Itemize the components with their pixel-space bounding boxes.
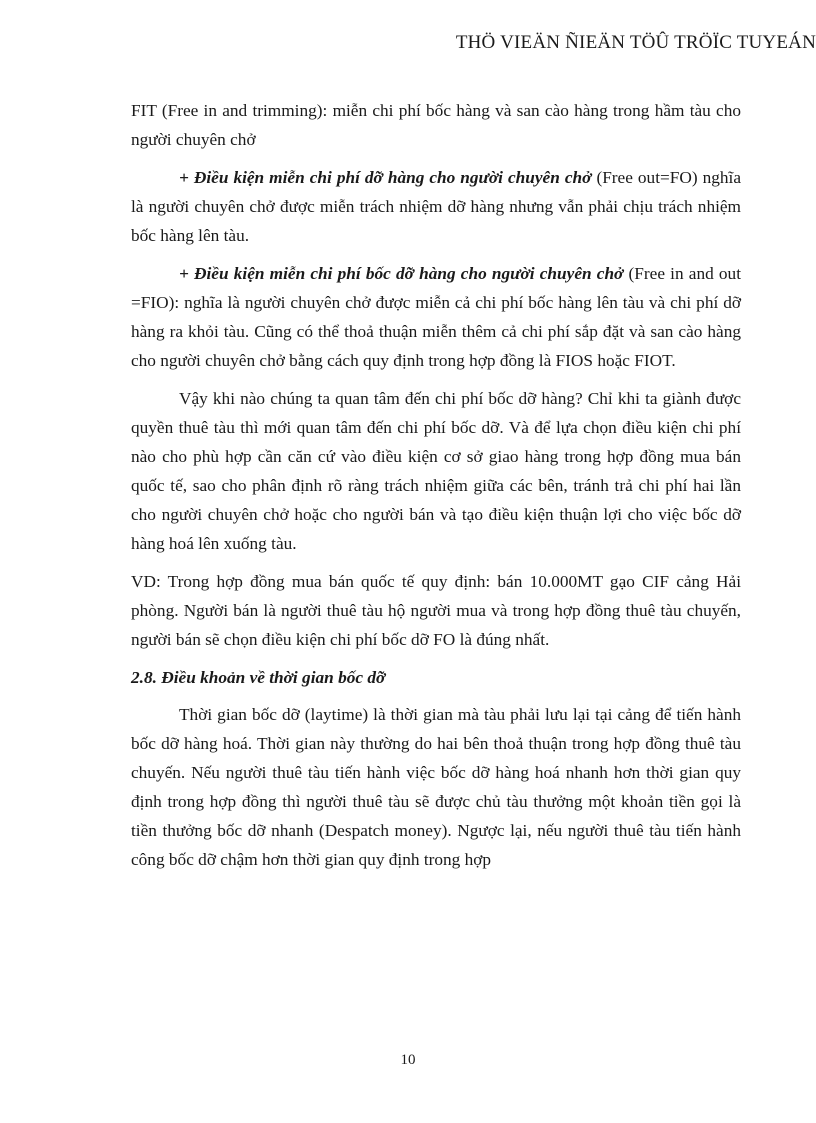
paragraph-free-out-text: (Free out=FO) nghĩa là người chuyên chở được miễn trách nhiệm dỡ hàng nhưng vẫn phải chịu trách nhiệm bốc hàng lên tàu.: [131, 168, 742, 245]
term-free-in-out: + Điều kiện miễn chi phí bốc dỡ hàng cho người chuyên chở: [179, 264, 624, 283]
paragraph-when-concerned: Vậy khi nào chúng ta quan tâm đến chi phí bốc dỡ hàng? Chỉ khi ta giành được quyền thuê tàu thì mới quan tâm đến chi phí bốc dỡ. Và để lựa chọn điều kiện chi phí nào cho phù hợp cần căn cứ vào điều kiện cơ sở giao hàng trong hợp đồng mua bán quốc tế, sao cho phân định rõ ràng trách nhiệm giữa các bên, tránh trả chi phí hai lần cho người chuyên chở hoặc cho người bán và tạo điều kiện thuận lợi cho việc bốc dỡ hàng hoá lên xuống tàu.: [131, 389, 741, 553]
paragraph-free-out: [131, 163, 741, 250]
paragraph-laytime: Thời gian bốc dỡ (laytime) là thời gian mà tàu phải lưu lại tại cảng để tiến hành bốc dỡ hàng hoá. Thời gian này thường do hai bên thoả thuận trong hợp đồng thuê tàu chuyến. Nếu người thuê tàu tiến hành việc bốc dỡ hàng hoá nhanh hơn thời gian quy định trong hợp đồng thì người thuê tàu sẽ được chủ tàu thưởng một khoản tiền gọi là tiền thưởng bốc dỡ nhanh (Despatch money). Ngược lại, nếu người thuê tàu tiến hành công bốc dỡ chậm hơn thời gian quy định trong hợp: [131, 705, 741, 869]
document-body: [131, 96, 741, 883]
page-number: 10: [400, 1052, 416, 1068]
term-free-out: + Điều kiện miễn chi phí dỡ hàng cho người chuyên chở: [179, 168, 592, 187]
paragraph-example: VD: Trong hợp đồng mua bán quốc tế quy định: bán 10.000MT gạo CIF cảng Hải phòng. Người bán là người thuê tàu hộ người mua và trong hợp đồng thuê tàu chuyến, người bán sẽ chọn điều kiện chi phí bốc dỡ FO là đúng nhất.: [131, 572, 741, 649]
paragraph-free-in-out: [131, 259, 741, 375]
section-heading: 2.8. Điều khoản về thời gian bốc dỡ: [131, 668, 386, 687]
paragraph-fit: FIT (Free in and trimming): miễn chi phí bốc hàng và san cào hàng trong hầm tàu cho người chuyên chở: [131, 101, 741, 149]
paragraph-free-in-out-text: (Free in and out =FIO): nghĩa là người chuyên chở được miễn cả chi phí bốc hàng lên tàu và chi phí dỡ hàng ra khỏi tàu. Cũng có thể thoả thuận miễn thêm cả chi phí sắp đặt và san cào hàng cho người chuyên chở bằng cách quy định trong hợp đồng là FIOS hoặc FIOT.: [131, 264, 742, 370]
library-header: THÖ VIEÄN ÑIEÄN TÖÛ TRÖÏC TUYEÁN: [455, 32, 816, 53]
